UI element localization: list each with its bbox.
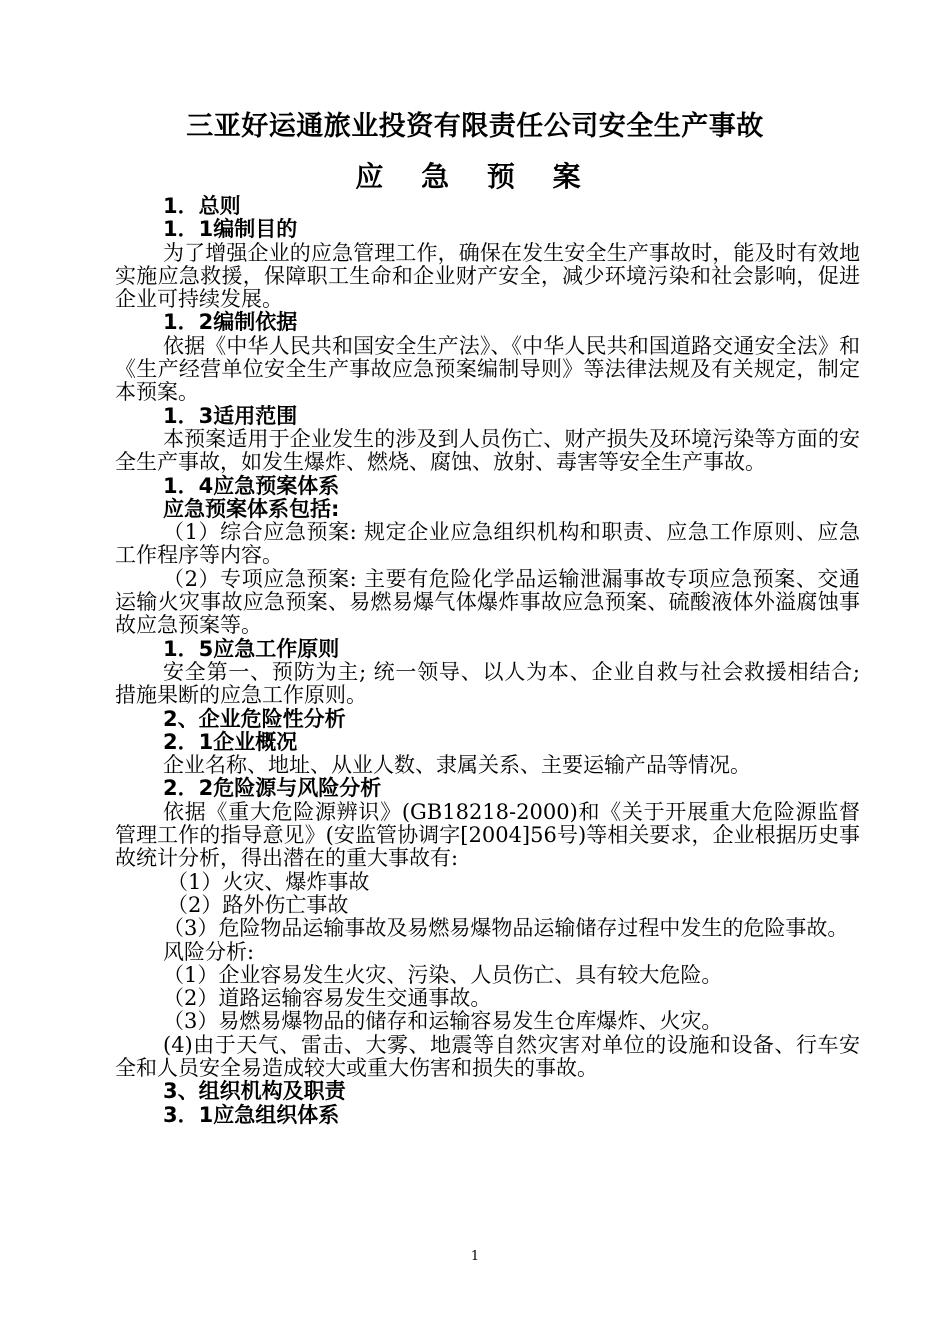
section-heading: 2．1企业概况 (163, 729, 298, 754)
document-body (115, 195, 860, 1127)
list-item: （1）火灾、爆炸事故 (167, 869, 370, 894)
paragraph: 安全第一、预防为主; 统一领导、以人为本、企业自救与社会救援相结合; 措施果断的应急工作原则。 (115, 659, 860, 708)
section-heading: 1．3适用范围 (163, 403, 298, 428)
section-heading: 应急预案体系包括: (163, 496, 340, 521)
document-subtitle: 应 急 预 案 (355, 160, 595, 193)
paragraph: (4)由于天气、雷击、大雾、地震等自然灾害对单位的设施和设备、行车安全和人员安全易造成较大或重大伤害和损失的事故。 (115, 1032, 860, 1080)
paragraph: （1）企业容易发生火灾、污染、人员伤亡、具有较大危险。 (163, 962, 723, 987)
paragraph: 依据《重大危险源辨识》(GB18218-2000)和《关于开展重大危险源监督管理工作的指导意见》(安监管协调字[2004]56号)等相关要求，企业根据历史事故统计分析，得出潜在的重大事故有: (115, 799, 860, 871)
paragraph: （2）道路运输容易发生交通事故。 (163, 986, 492, 1011)
section-heading: 1．总则 (163, 194, 241, 218)
section-heading: 1．4应急预案体系 (163, 473, 340, 498)
section-heading: 1．5应急工作原则 (163, 636, 340, 661)
paragraph: 风险分析: (163, 939, 255, 964)
paragraph: 依据《中华人民共和国安全生产法》、《中华人民共和国道路交通安全法》和《生产经营单位安全生产事故应急预案编制导则》等法律法规及有关规定，制定本预案。 (115, 333, 860, 405)
page-number: 1 (470, 1249, 480, 1264)
section-heading: 2．2危险源与风险分析 (163, 776, 382, 801)
paragraph: （3）危险物品运输事故及易燃易爆物品运输储存过程中发生的危险事故。 (163, 916, 849, 941)
paragraph: （3）易燃易爆物品的储存和运输容易发生仓库爆炸、火灾。 (163, 1009, 723, 1034)
list-item: （2）路外伤亡事故 (167, 892, 349, 917)
section-heading: 1．1编制目的 (163, 217, 298, 242)
section-heading: 2、企业危险性分析 (163, 706, 346, 731)
section-heading: 3．1应急组织体系 (163, 1102, 340, 1127)
paragraph: （2）专项应急预案: 主要有危险化学品运输泄漏事故专项应急预案、交通运输火灾事故应急预案、易燃易爆气体爆炸事故应急预案、硫酸液体外溢腐蚀事故应急预案等。 (115, 566, 860, 638)
section-heading: 3、组织机构及职责 (163, 1079, 346, 1104)
document-title: 三亚好运通旅业投资有限责任公司安全生产事故 (186, 111, 764, 142)
paragraph: 本预案适用于企业发生的涉及到人员伤亡、财产损失及环境污染等方面的安全生产事故，如发生爆炸、燃烧、腐蚀、放射、毒害等安全生产事故。 (115, 426, 860, 475)
section-heading: 1．2编制依据 (163, 310, 298, 335)
paragraph: 企业名称、地址、从业人数、隶属关系、主要运输产品等情况。 (163, 753, 751, 778)
paragraph: 为了增强企业的应急管理工作，确保在发生安全生产事故时，能及时有效地实施应急救援，保障职工生命和企业财产安全，减少环境污染和社会影响，促进企业可持续发展。 (115, 240, 860, 312)
paragraph: （1）综合应急预案: 规定企业应急组织机构和职责、应急工作原则、应急工作程序等内容。 (115, 520, 860, 568)
